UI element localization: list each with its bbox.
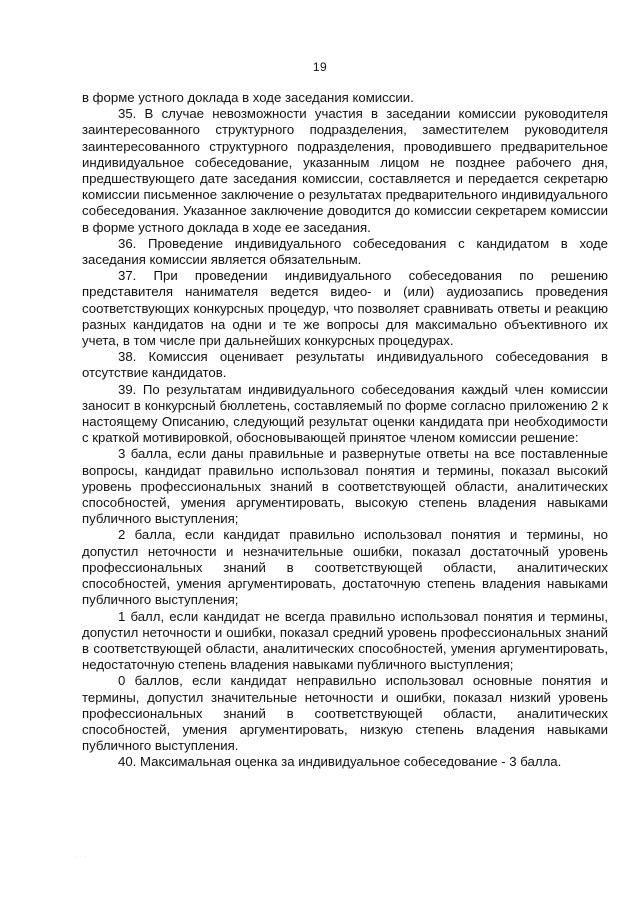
document-body — [82, 90, 608, 771]
score-0-criteria: 0 баллов, если кандидат неправильно использовал основные понятия и термины, допустил значительные неточности и ошибки, показал низкий уровень профессиональных знаний в соответствующей области, аналитических способностей, умения аргументировать, низкую степень владения навыками публичного выступления. — [82, 673, 608, 754]
paragraph-36: 36. Проведение индивидуального собеседования с кандидатом в ходе заседания комиссии является обязательным. — [82, 235, 608, 268]
score-3-criteria: 3 балла, если даны правильные и развернутые ответы на все поставленные вопросы, кандидат правильно использовал понятия и термины, показал высокий уровень профессиональных знаний в соответствующей области, аналитических способностей, умения аргументировать, высокую степень владения навыками публичного выступления; — [82, 446, 608, 527]
paragraph-35: 35. В случае невозможности участия в заседании комиссии руководителя заинтересованного структурного подразделения, заместителем руководителя заинтересованного структурного подразделения, проводившего предварительное индивидуальное собеседование, указанным лицом не позднее рабочего дня, предшествующего дате заседания комиссии, составляется и передается секретарю комиссии письменное заключение о результатах предварительного индивидуального собеседования. Указанное заключение доводится до комиссии секретарем комиссии в форме устного доклада в ходе ее заседания. — [82, 106, 608, 235]
paragraph-38: 38. Комиссия оценивает результаты индивидуального собеседования в отсутствие кандидатов. — [82, 349, 608, 381]
paragraph-39: 39. По результатам индивидуального собеседования каждый член комиссии заносит в конкурсный бюллетень, составляемый по форме согласно приложению 2 к настоящему Описанию, следующий результат оценки кандидата при необходимости с краткой мотивировкой, обосновывающей принятое членом комиссии решение: — [82, 381, 608, 446]
score-2-criteria: 2 балла, если кандидат правильно использовал понятия и термины, но допустил неточности и незначительные ошибки, показал достаточный уровень профессиональных знаний в соответствующей области, аналитических способностей, умения аргументировать, достаточную степень владения навыками публичного выступления; — [82, 527, 608, 608]
paragraph-37: 37. При проведении индивидуального собеседования по решению представителя нанимателя ведется видео- и (или) аудиозапись проведения соответствующих конкурсных процедур, что позволяет сравнивать ответы и реакцию разных кандидатов на одни и те же вопросы для максимально объективного их учета, в том числе при дальнейших конкурсных процедурах. — [82, 268, 608, 349]
page-number: 19 — [312, 60, 328, 74]
paragraph-continuation: в форме устного доклада в ходе заседания комиссии. — [82, 90, 414, 105]
score-1-criteria: 1 балл, если кандидат не всегда правильно использовал понятия и термины, допустил неточности и ошибки, показал средний уровень профессиональных знаний в соответствующей области, аналитических способностей, умения аргументировать, недостаточную степень владения навыками публичного выступления; — [82, 608, 608, 673]
paragraph-40: 40. Максимальная оценка за индивидуальное собеседование - 3 балла. — [118, 754, 562, 770]
scan-artifact: · · — [74, 853, 90, 860]
